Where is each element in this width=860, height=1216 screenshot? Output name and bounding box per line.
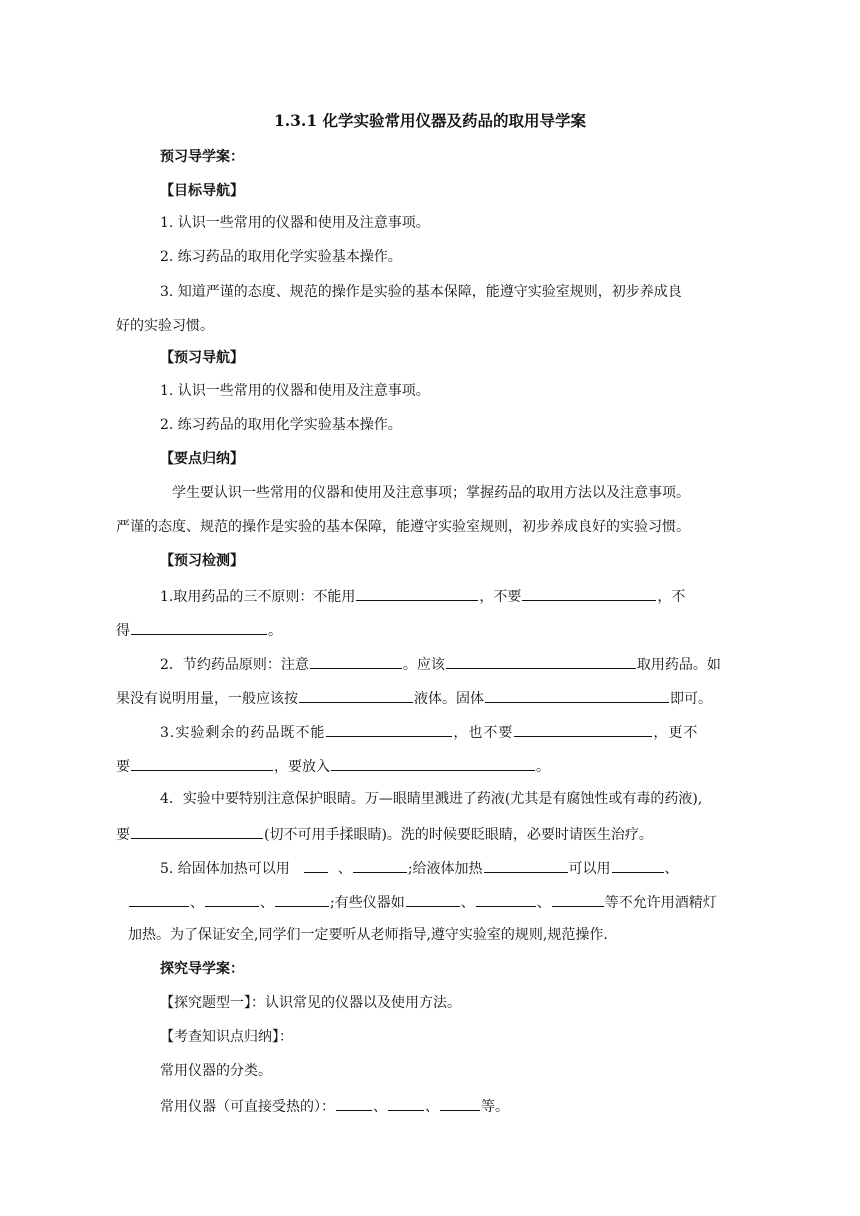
q1-text-a: 1.取用药品的三不原则：不能用 (160, 589, 356, 605)
q5-text-f: 、 (190, 895, 204, 911)
q5-blank-4[interactable] (612, 857, 664, 873)
check-q5-line-1 (160, 857, 679, 879)
q5-blank-2[interactable] (353, 857, 407, 873)
q5-text-c: ;给液体加热 (407, 861, 483, 877)
key-points-line-2: 严谨的态度、规范的操作是实验的基本保障，能遵守实验室规则，初步养成良好的实验习惯。 (116, 519, 690, 535)
q1-blank-1[interactable] (356, 585, 478, 601)
preview-heading: 预习导学案： (160, 149, 244, 165)
goal-item-2: 2. 练习药品的取用化学实验基本操作。 (160, 249, 402, 265)
q3-blank-2[interactable] (514, 721, 652, 737)
check-q5-line-3: 加热。为了保证安全,同学们一定要听从老师指导,遵守实验室的规则,规范操作. (128, 927, 608, 943)
q3-text-c: ，更不 (653, 725, 699, 741)
page-title: 1.3.1 化学实验常用仪器及药品的取用导学案 (273, 111, 587, 130)
check-q2-line-1 (160, 653, 721, 675)
q1-text-b: ，不要 (479, 589, 522, 605)
check-q1-line-2 (116, 619, 282, 641)
q5-text-a: 5. 给固体加热可以用 (160, 861, 290, 877)
q3-blank-4[interactable] (331, 755, 535, 771)
check-q3-line-1 (160, 721, 698, 743)
check-heading: 【预习检测】 (160, 553, 244, 569)
q2-blank-2[interactable] (446, 653, 636, 669)
q2-blank-1[interactable] (310, 653, 402, 669)
q5-blank-3[interactable] (484, 857, 568, 873)
q5-text-h: ;有些仪器如 (330, 895, 405, 911)
q5-text-d: 可以用 (568, 861, 611, 877)
q5-blank-8[interactable] (406, 891, 460, 907)
check-q4-line-1: 4．实验中要特别注意保护眼睛。万—眼睛里溅进了药液(尤其是有腐蚀性或有毒的药液), (160, 791, 703, 807)
check-q4-line-2 (116, 823, 653, 845)
check-q5-line-2 (128, 891, 717, 913)
direct-heat-text-c: 、 (425, 1099, 439, 1115)
goal-item-1: 1. 认识一些常用的仪器和使用及注意事项。 (160, 215, 430, 231)
explore-heading: 探究导学案： (160, 961, 244, 977)
q1-text-e: 。 (268, 623, 282, 639)
preview-nav-item-2: 2. 练习药品的取用化学实验基本操作。 (160, 417, 402, 433)
direct-heat-text-b: 、 (373, 1099, 387, 1115)
goal-item-3-cont: 好的实验习惯。 (116, 318, 214, 334)
q5-text-j: 、 (536, 895, 551, 911)
check-q3-line-2 (116, 755, 550, 777)
check-q2-line-2 (116, 687, 712, 709)
q5-blank-7[interactable] (275, 891, 329, 907)
q1-blank-2[interactable] (522, 585, 656, 601)
q3-text-b: ，也不要 (453, 725, 514, 741)
goal-heading: 【目标导航】 (160, 183, 244, 199)
q4-text-b: 要 (116, 827, 130, 843)
preview-nav-heading: 【预习导航】 (160, 350, 244, 366)
q5-text-k: 等不允许用酒精灯 (604, 895, 717, 911)
q5-blank-1[interactable] (304, 857, 328, 873)
check-q1-line-1 (160, 585, 685, 607)
q5-blank-6[interactable] (205, 891, 259, 907)
q3-text-e: ，要放入 (274, 759, 330, 775)
q3-blank-3[interactable] (131, 755, 273, 771)
q2-text-f: 即可。 (670, 691, 712, 707)
direct-heat-text-d: 等。 (481, 1099, 509, 1115)
q1-text-d: 得 (116, 623, 130, 639)
q5-text-i: 、 (460, 895, 475, 911)
q5-text-b: 、 (337, 861, 352, 877)
q2-text-a: 2．节约药品原则：注意 (160, 657, 309, 673)
q5-blank-5[interactable] (129, 891, 189, 907)
q2-text-c: 取用药品。如 (636, 657, 721, 673)
explore-summary-heading: 【考查知识点归纳】： (160, 1029, 293, 1045)
q2-blank-3[interactable] (299, 687, 413, 703)
q3-text-a: 3.实验剩余的药品既不能 (160, 725, 326, 741)
q4-blank-1[interactable] (131, 823, 263, 839)
goal-item-3: 3. 知道严谨的态度、规范的操作是实验的基本保障，能遵守实验室规则，初步养成良 (160, 284, 682, 300)
q3-text-d: 要 (116, 759, 130, 775)
q5-text-g: 、 (260, 895, 274, 911)
q1-blank-3[interactable] (131, 619, 267, 635)
q2-text-e: 液体。固体 (414, 691, 484, 707)
key-points-line-1: 学生要认识一些常用的仪器和使用及注意事项；掌握药品的取用方法以及注意事项。 (172, 485, 690, 501)
q1-text-c: ，不 (657, 589, 686, 605)
q4-text-c: (切不可用手揉眼睛)。洗的时候要眨眼睛，必要时请医生治疗。 (264, 827, 653, 843)
q5-text-e: 、 (664, 861, 679, 877)
q2-text-d: 果没有说明用量，一般应该按 (116, 691, 298, 707)
direct-heat-blank-2[interactable] (388, 1095, 424, 1111)
explore-type1: 【探究题型一】：认识常见的仪器以及使用方法。 (160, 995, 461, 1011)
q3-text-f: 。 (536, 759, 550, 775)
q2-blank-4[interactable] (485, 687, 669, 703)
q3-blank-1[interactable] (326, 721, 452, 737)
q2-text-b: 。应该 (402, 657, 445, 673)
direct-heat-text-a: 常用仪器（可直接受热的）： (160, 1099, 335, 1115)
q5-blank-9[interactable] (476, 891, 536, 907)
explore-classification: 常用仪器的分类。 (160, 1063, 272, 1079)
direct-heat-blank-3[interactable] (440, 1095, 480, 1111)
direct-heat-blank-1[interactable] (336, 1095, 372, 1111)
key-points-heading: 【要点归纳】 (160, 451, 244, 467)
q5-blank-10[interactable] (552, 891, 604, 907)
explore-direct-heat (160, 1095, 509, 1117)
preview-nav-item-1: 1. 认识一些常用的仪器和使用及注意事项。 (160, 383, 430, 399)
